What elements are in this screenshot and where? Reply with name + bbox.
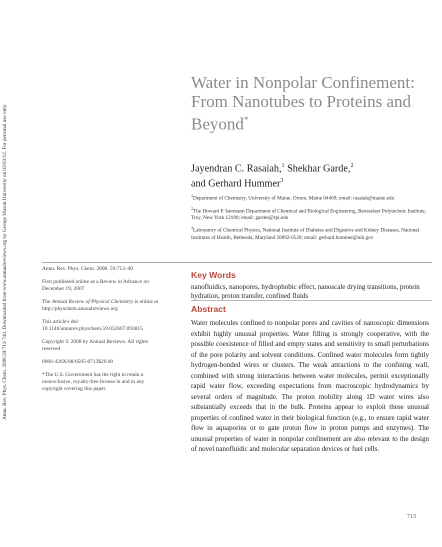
keywords-heading: Key Words — [191, 270, 236, 280]
copyright: Copyright © 2008 by Annual Reviews. All rights reserved — [42, 339, 148, 352]
journal-name: Annual Review of Physical Chemistry — [51, 299, 134, 305]
download-notice — [2, 103, 20, 420]
divider-top — [42, 262, 432, 263]
affiliations — [191, 193, 431, 245]
affiliation-3-text: Laboratory of Chemical Physics, National Institute of Diabetes and Digestive and Kidney Diseases, National Institutes of Health, Bethesda, Maryland 20892-0520; email: gerhard.hummer@nih.gov — [191, 227, 420, 241]
download-notice-text: Annu. Rev. Phys. Chem. 2008.59:713-740. Downloaded from www.annualreviews.org by George Mason University on 03/03/12. For personal use only. — [2, 103, 8, 420]
affiliation-3-mark: 3 — [191, 225, 193, 231]
affiliation-2 — [191, 206, 431, 222]
government-footnote: *The U.S. Government has the right to retain a nonexclusive, royalty-free license in and to any copyright covering this paper. — [42, 372, 145, 392]
journal-url[interactable]: is online at http://physchem.annualreviews.org — [42, 299, 159, 312]
author-3-affil: 3 — [280, 178, 284, 185]
issn: 0066-426X/08/0505-0713$20.00 — [42, 359, 114, 365]
page-number: 713 — [407, 514, 416, 520]
affiliation-2-mark: 2 — [191, 205, 193, 211]
author-3: and Gerhard Hummer — [191, 178, 281, 190]
article-title — [191, 73, 421, 134]
online-date: First published online as a Review in Advance on December 19, 2007 — [42, 279, 149, 292]
affiliation-1 — [191, 193, 431, 202]
publication-info — [42, 266, 162, 399]
affiliation-1-text: Department of Chemistry, University of Maine, Orono, Maine 04469; email: rasaiah@maine.edu — [193, 195, 395, 202]
author-2-affil: 2 — [350, 163, 354, 169]
keywords-text: nanofluidics, nanopores, hydrophobic effect, nanoscale drying transitions, protein hydration, proton transfer, confined fluids — [191, 283, 420, 300]
affiliation-1-mark: 1 — [191, 193, 193, 198]
journal-link — [42, 299, 162, 313]
citation: Annu. Rev. Phys. Chem. 2008. 59:713–40 — [42, 266, 133, 272]
affiliation-2-text: The Howard P. Isermann Department of Chemical and Biological Engineering, Rensselaer Polytechnic Institute, Troy, New York 12180; email: gardes@rpi.edu — [191, 208, 426, 222]
abstract-heading: Abstract — [191, 304, 226, 314]
abstract-text: Water molecules confined to nonpolar pores and cavities of nanoscopic dimensions exhibit highly unusual properties. Water filling is strongly cooperative, with the possible coexistence of filled and empty states and sensitivity to small perturbations of the pore polarity and solvent conditions. Confined water molecules form tightly hydrogen-bonded wires or clusters. The weak attractions to the confining wall, combined with strong interactions between water molecules, permit exceptionally rapid water flow, exceeding expectations from macroscopic hydrodynamics by several orders of magnitude. The proton mobility along 1D water wires also substantially exceeds that in the bulk. Proteins appear to exploit these unusual properties of confined water in their biological function (e.g., to ensure rapid water flow in aquaporins or to gate proton flow in proton pumps and enzymes). The unusual properties of water in nonpolar confinement are also relevant to the design of novel nanofluidic and molecular separation devices or fuel cells. — [191, 319, 429, 453]
article-title-text: Water in Nonpolar Confinement: From Nanotubes to Proteins and Beyond — [191, 73, 415, 135]
title-footnote-mark: * — [243, 115, 249, 126]
author-list — [191, 160, 431, 191]
author-2: Shekhar Garde, — [284, 163, 351, 175]
doi: This article's doi: 10.1146/annurev.physchem.59.032607.093815 — [42, 319, 143, 332]
affiliation-3 — [191, 225, 431, 241]
journal-prefix: The — [42, 299, 52, 305]
divider-keywords — [191, 300, 432, 301]
author-1: Jayendran C. Rasaiah, — [191, 163, 282, 175]
author-1-affil: 1 — [281, 163, 285, 169]
